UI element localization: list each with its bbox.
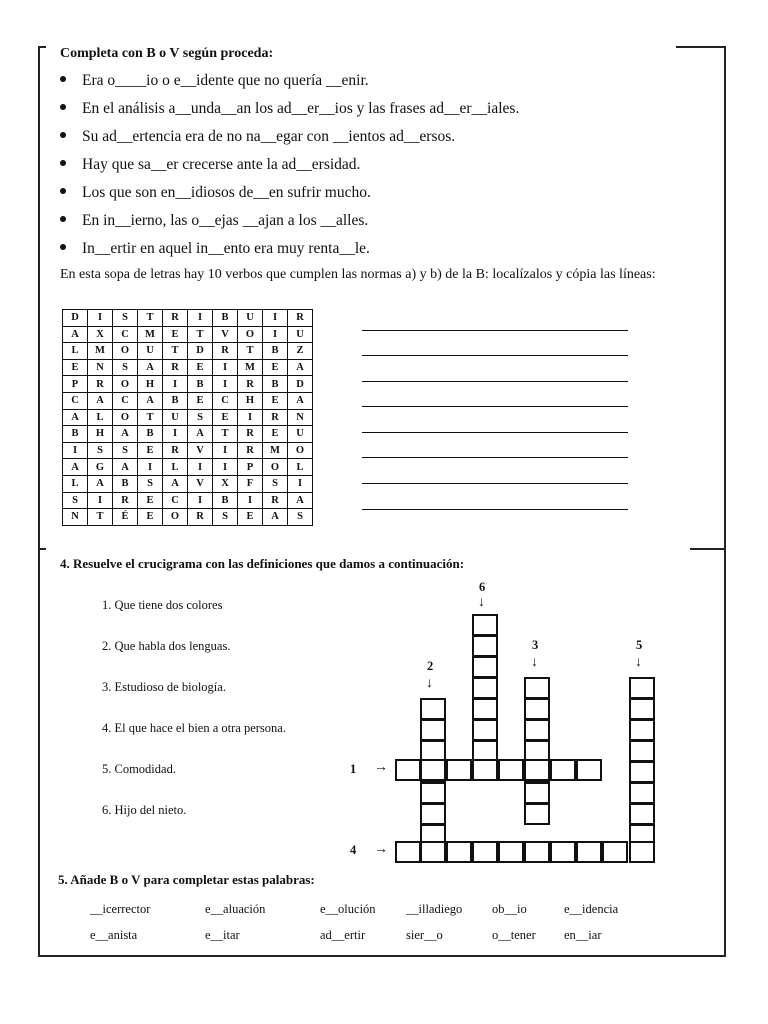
frame-left-top — [38, 46, 40, 550]
word-search-cell[interactable]: A — [288, 492, 313, 509]
word-search-cell[interactable]: S — [213, 509, 238, 526]
bullet-dot — [60, 104, 66, 110]
crossword-cell[interactable] — [524, 719, 550, 741]
word-search-cell[interactable]: L — [163, 459, 188, 476]
word-blank: __illadiego — [406, 902, 463, 916]
word-search-cell[interactable]: A — [63, 459, 88, 476]
bullet-5 — [60, 184, 371, 202]
down-arrow-icon: ↓ — [478, 595, 485, 610]
word-search-cell[interactable]: M — [138, 326, 163, 343]
word-search-cell[interactable]: R — [188, 509, 213, 526]
word-search-cell[interactable]: I — [188, 310, 213, 327]
word-search-cell[interactable]: E — [238, 509, 263, 526]
crossword-cell[interactable] — [629, 841, 655, 863]
frame-right-bottom — [724, 548, 726, 956]
word-search-cell[interactable]: A — [288, 359, 313, 376]
crossword-cell[interactable] — [472, 635, 498, 657]
definition-1: 1. Que tiene dos colores — [102, 598, 223, 612]
word-search-cell[interactable]: C — [113, 326, 138, 343]
word-search-cell[interactable]: B — [138, 426, 163, 443]
bullet-dot — [60, 216, 66, 222]
word-search-cell[interactable]: P — [63, 376, 88, 393]
crossword-cell[interactable] — [524, 841, 550, 863]
word-search-cell[interactable]: A — [188, 426, 213, 443]
word-search-cell[interactable]: I — [263, 326, 288, 343]
bullet-text: En in__ierno, las o__ejas __ajan a los __alles. — [82, 212, 369, 229]
word-search-cell[interactable]: I — [213, 459, 238, 476]
frame-top-left-tick — [38, 46, 46, 48]
word-search-cell[interactable]: B — [113, 475, 138, 492]
crossword-cell[interactable] — [524, 803, 550, 825]
bullet-dot — [60, 160, 66, 166]
word-search-cell[interactable]: N — [63, 509, 88, 526]
word-search-cell[interactable]: C — [113, 392, 138, 409]
answer-line[interactable] — [362, 483, 628, 484]
crossword-cell[interactable] — [550, 841, 576, 863]
word-search-cell[interactable]: A — [63, 409, 88, 426]
word-search-cell[interactable]: X — [88, 326, 113, 343]
crossword-cell[interactable] — [472, 614, 498, 636]
word-search-cell[interactable]: I — [188, 492, 213, 509]
answer-line[interactable] — [362, 381, 628, 382]
answer-line[interactable] — [362, 330, 628, 331]
crossword-cell[interactable] — [629, 677, 655, 699]
word-search-cell[interactable]: C — [213, 392, 238, 409]
definition-2: 2. Que habla dos lenguas. — [102, 639, 231, 653]
crossword-cell[interactable] — [420, 782, 446, 804]
clue-number-1: 1 — [350, 762, 357, 776]
word-search-cell[interactable]: I — [88, 310, 113, 327]
word-search-cell[interactable]: H — [88, 426, 113, 443]
word-search-cell[interactable]: R — [163, 310, 188, 327]
word-blank: __icerrector — [90, 902, 151, 916]
word-blank: e__anista — [90, 928, 138, 942]
bullet-text: Su ad__ertencia era de no na__egar con __ientos ad__ersos. — [82, 128, 456, 145]
word-search-cell[interactable]: A — [113, 459, 138, 476]
bullet-dot — [60, 244, 66, 250]
word-search-cell[interactable]: S — [88, 442, 113, 459]
definition-5: 5. Comodidad. — [102, 762, 176, 776]
crossword-cell[interactable] — [446, 841, 472, 863]
bullet-1 — [60, 72, 369, 90]
word-search-cell[interactable]: E — [188, 359, 213, 376]
word-search-cell[interactable]: S — [113, 359, 138, 376]
word-search-cell[interactable]: I — [213, 442, 238, 459]
word-search-cell[interactable]: E — [138, 442, 163, 459]
crossword-cell[interactable] — [629, 803, 655, 825]
down-arrow-icon: ↓ — [426, 676, 433, 691]
word-search-row — [63, 376, 313, 393]
bullet-dot — [60, 76, 66, 82]
crossword-cell[interactable] — [524, 782, 550, 804]
word-search-cell[interactable]: V — [213, 326, 238, 343]
word-search-cell[interactable]: G — [88, 459, 113, 476]
word-search-cell[interactable]: H — [238, 392, 263, 409]
word-search-cell[interactable]: M — [238, 359, 263, 376]
word-search-cell[interactable]: R — [213, 343, 238, 360]
word-search-cell[interactable]: O — [163, 509, 188, 526]
word-search-cell[interactable]: M — [263, 442, 288, 459]
word-search-cell[interactable]: O — [238, 326, 263, 343]
bullet-text: En el análisis a__unda__an los ad__er__ios y las frases ad__er__iales. — [82, 100, 520, 117]
word-search-cell[interactable]: A — [113, 426, 138, 443]
frame-top-right — [676, 46, 726, 48]
word-search-cell[interactable]: I — [288, 475, 313, 492]
bullet-6 — [60, 212, 368, 230]
crossword-cell[interactable] — [395, 841, 421, 863]
word-search-cell[interactable]: B — [63, 426, 88, 443]
bullet-text: Los que son en__idiosos de__en sufrir mucho. — [82, 184, 371, 201]
word-search-cell[interactable]: R — [238, 376, 263, 393]
word-blank: o__tener — [492, 928, 536, 942]
word-search-cell[interactable]: U — [288, 426, 313, 443]
word-search-cell[interactable]: C — [63, 392, 88, 409]
crossword-cell[interactable] — [550, 759, 576, 781]
word-search-cell[interactable]: E — [138, 509, 163, 526]
crossword-cell[interactable] — [576, 841, 602, 863]
word-search-cell[interactable]: E — [138, 492, 163, 509]
word-search-cell[interactable]: U — [238, 310, 263, 327]
word-search-cell[interactable]: I — [63, 442, 88, 459]
word-search-row — [63, 326, 313, 343]
crossword-cell[interactable] — [524, 677, 550, 699]
crossword-cell[interactable] — [629, 740, 655, 762]
answer-line[interactable] — [362, 457, 628, 458]
answer-line[interactable] — [362, 406, 628, 407]
word-search-cell[interactable]: A — [138, 392, 163, 409]
word-search-row — [63, 492, 313, 509]
word-search-cell[interactable]: R — [163, 442, 188, 459]
word-search-cell[interactable]: V — [188, 475, 213, 492]
answer-line[interactable] — [362, 355, 628, 356]
crossword-cell[interactable] — [472, 759, 498, 781]
section-5-heading: 5. Añade B o V para completar estas palabras: — [58, 872, 315, 887]
word-search-cell[interactable]: S — [63, 492, 88, 509]
bullet-dot — [60, 188, 66, 194]
crossword-cell[interactable] — [420, 719, 446, 741]
word-search-cell[interactable]: I — [163, 376, 188, 393]
word-search-cell[interactable]: S — [263, 475, 288, 492]
word-search-cell[interactable]: O — [113, 409, 138, 426]
crossword-cell[interactable] — [629, 782, 655, 804]
definition-3: 3. Estudioso de biología. — [102, 680, 226, 694]
word-search-cell[interactable]: T — [138, 409, 163, 426]
word-blank: e__aluación — [205, 902, 266, 916]
word-search-cell[interactable]: A — [88, 475, 113, 492]
crossword-cell[interactable] — [629, 761, 655, 783]
crossword-cell[interactable] — [576, 759, 602, 781]
crossword-cell[interactable] — [420, 841, 446, 863]
word-search-cell[interactable]: I — [88, 492, 113, 509]
right-arrow-icon: → — [374, 842, 388, 857]
word-search-cell[interactable]: O — [263, 459, 288, 476]
clue-number-5: 5 — [636, 638, 643, 652]
word-search-cell[interactable]: N — [88, 359, 113, 376]
crossword-heading: 4. Resuelve el crucigrama con las definiciones que damos a continuación: — [60, 556, 465, 571]
crossword-cell[interactable] — [524, 759, 550, 781]
word-search-cell[interactable]: S — [188, 409, 213, 426]
word-search-cell[interactable]: S — [138, 475, 163, 492]
word-search-cell[interactable]: S — [113, 442, 138, 459]
word-search-cell[interactable]: U — [138, 343, 163, 360]
bullet-3 — [60, 128, 455, 146]
word-search-cell[interactable]: T — [213, 426, 238, 443]
clue-number-2: 2 — [427, 659, 434, 673]
crossword-cell[interactable] — [472, 677, 498, 699]
word-search-cell[interactable]: B — [188, 376, 213, 393]
word-search-row — [63, 409, 313, 426]
frame-right-top — [724, 46, 726, 550]
bullet-2 — [60, 100, 519, 118]
word-search-cell[interactable]: A — [263, 509, 288, 526]
clue-number-6: 6 — [479, 580, 486, 594]
word-search-cell[interactable]: X — [213, 475, 238, 492]
right-arrow-icon: → — [374, 760, 388, 775]
word-search-cell[interactable]: S — [113, 310, 138, 327]
word-search-cell[interactable]: R — [163, 359, 188, 376]
word-search-cell[interactable]: B — [213, 492, 238, 509]
word-search-cell[interactable]: D — [188, 343, 213, 360]
crossword-cell[interactable] — [524, 698, 550, 720]
word-search-row — [63, 459, 313, 476]
crossword-cell[interactable] — [420, 759, 446, 781]
word-search-cell[interactable]: E — [263, 392, 288, 409]
word-search-cell[interactable]: I — [213, 376, 238, 393]
definition-4: 4. El que hace el bien a otra persona. — [102, 721, 286, 735]
word-search-cell[interactable]: R — [288, 310, 313, 327]
word-search-cell[interactable]: R — [238, 442, 263, 459]
word-search-row — [63, 359, 313, 376]
crossword-cell[interactable] — [498, 759, 524, 781]
word-search-row — [63, 426, 313, 443]
crossword-cell[interactable] — [629, 719, 655, 741]
word-search-cell[interactable]: U — [288, 326, 313, 343]
word-search-intro: En esta sopa de letras hay 10 verbos que cumplen las normas a) y b) de la B: localízalos y cópia las líneas: — [60, 267, 656, 282]
answer-line[interactable] — [362, 509, 628, 510]
frame-left-bottom — [38, 548, 40, 956]
word-search-cell[interactable]: I — [163, 426, 188, 443]
word-blank: ob__io — [492, 902, 527, 916]
word-blank: ad__ertir — [320, 928, 366, 942]
word-search-cell[interactable]: R — [113, 492, 138, 509]
bullet-text: In__ertir en aquel in__ento era muy renta__le. — [82, 240, 370, 257]
word-search-cell[interactable]: B — [213, 310, 238, 327]
crossword-cell[interactable] — [395, 759, 421, 781]
word-search-cell[interactable]: E — [63, 359, 88, 376]
word-search-cell[interactable]: O — [113, 343, 138, 360]
word-search-cell[interactable]: T — [188, 326, 213, 343]
frame-bottom — [38, 955, 726, 957]
word-search-cell[interactable]: B — [263, 343, 288, 360]
word-search-cell[interactable]: I — [213, 359, 238, 376]
word-blank: sier__o — [406, 928, 443, 942]
frame-mid-right — [690, 548, 726, 550]
word-search-cell[interactable]: H — [138, 376, 163, 393]
word-search-cell[interactable]: É — [113, 509, 138, 526]
word-search-cell[interactable]: L — [63, 475, 88, 492]
word-search-cell[interactable]: T — [163, 343, 188, 360]
word-search-cell[interactable]: P — [238, 459, 263, 476]
word-search-cell[interactable]: R — [238, 426, 263, 443]
word-search-cell[interactable]: D — [288, 376, 313, 393]
word-search-cell[interactable]: R — [263, 492, 288, 509]
word-search-cell[interactable]: L — [63, 343, 88, 360]
word-search-cell[interactable]: S — [288, 509, 313, 526]
word-search-cell[interactable]: T — [88, 509, 113, 526]
crossword-cell[interactable] — [472, 719, 498, 741]
word-search-cell[interactable]: L — [88, 409, 113, 426]
word-search-cell[interactable]: O — [288, 442, 313, 459]
crossword-cell[interactable] — [602, 841, 628, 863]
crossword-cell[interactable] — [420, 698, 446, 720]
word-search-cell[interactable]: I — [238, 492, 263, 509]
crossword-cell[interactable] — [472, 698, 498, 720]
word-search-row — [63, 442, 313, 459]
word-search-cell[interactable]: U — [163, 409, 188, 426]
word-search-row — [63, 475, 313, 492]
word-search-cell[interactable]: E — [263, 359, 288, 376]
word-search-cell[interactable]: I — [188, 459, 213, 476]
word-search-cell[interactable]: D — [63, 310, 88, 327]
crossword-cell[interactable] — [498, 841, 524, 863]
crossword-cell[interactable] — [420, 803, 446, 825]
word-search-grid — [62, 309, 313, 526]
word-search-cell[interactable]: N — [288, 409, 313, 426]
word-search-cell[interactable]: A — [163, 475, 188, 492]
word-search-cell[interactable]: I — [238, 409, 263, 426]
word-search-cell[interactable]: F — [238, 475, 263, 492]
word-search-cell[interactable]: L — [288, 459, 313, 476]
definition-6: 6. Hijo del nieto. — [102, 803, 187, 817]
word-search-cell[interactable]: T — [138, 310, 163, 327]
bullet-dot — [60, 132, 66, 138]
word-search-cell[interactable]: M — [88, 343, 113, 360]
word-search-cell[interactable]: I — [138, 459, 163, 476]
word-search-row — [63, 310, 313, 327]
word-search-cell[interactable]: E — [213, 409, 238, 426]
word-search-cell[interactable]: E — [263, 426, 288, 443]
word-search-cell[interactable]: V — [188, 442, 213, 459]
word-search-cell[interactable]: R — [88, 376, 113, 393]
word-search-cell[interactable]: I — [263, 310, 288, 327]
word-search-cell[interactable]: O — [113, 376, 138, 393]
word-blank: e__idencia — [564, 902, 619, 916]
word-search-cell[interactable]: Z — [288, 343, 313, 360]
crossword-cell[interactable] — [472, 841, 498, 863]
crossword-cell[interactable] — [446, 759, 472, 781]
word-search-cell[interactable]: A — [88, 392, 113, 409]
word-search-row — [63, 392, 313, 409]
word-search-cell[interactable]: T — [238, 343, 263, 360]
word-search-cell[interactable]: A — [63, 326, 88, 343]
section-bv-heading: Completa con B o V según proceda: — [60, 46, 274, 61]
answer-line[interactable] — [362, 432, 628, 433]
word-search-cell[interactable]: E — [163, 326, 188, 343]
bullet-7 — [60, 240, 370, 258]
word-search-cell[interactable]: C — [163, 492, 188, 509]
word-search-cell[interactable]: B — [263, 376, 288, 393]
clue-number-3: 3 — [532, 638, 539, 652]
word-blank: e__itar — [205, 928, 240, 942]
word-search-cell[interactable]: A — [138, 359, 163, 376]
bullet-text: Hay que sa__er crecerse ante la ad__ersidad. — [82, 156, 361, 173]
bullet-text: Era o____io o e__idente que no quería __enir. — [82, 72, 369, 89]
word-search-cell[interactable]: B — [163, 392, 188, 409]
word-blank: e__olución — [320, 902, 376, 916]
crossword-cell[interactable] — [629, 698, 655, 720]
word-search-row — [63, 343, 313, 360]
word-search-cell[interactable]: A — [288, 392, 313, 409]
word-blank: en__iar — [564, 928, 602, 942]
word-search-cell[interactable]: R — [263, 409, 288, 426]
word-search-cell[interactable]: E — [188, 392, 213, 409]
clue-number-4: 4 — [350, 843, 357, 857]
bullet-4 — [60, 156, 360, 174]
down-arrow-icon: ↓ — [531, 655, 538, 670]
down-arrow-icon: ↓ — [635, 655, 642, 670]
word-search-row — [63, 509, 313, 526]
crossword-cell[interactable] — [472, 656, 498, 678]
